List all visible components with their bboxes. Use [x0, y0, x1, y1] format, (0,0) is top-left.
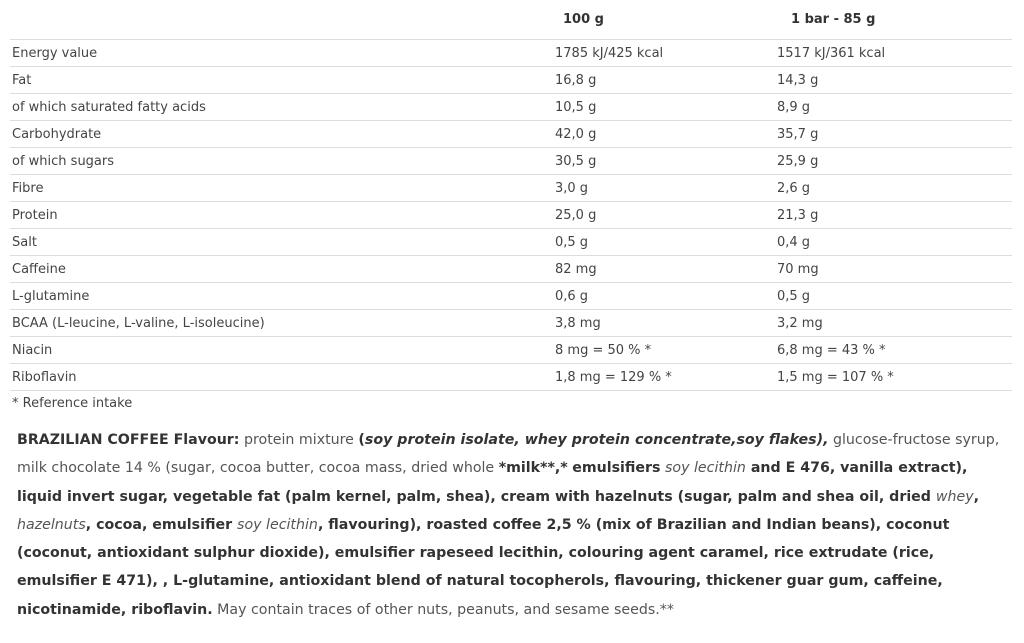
value-per-bar: 35,7 g	[777, 121, 1012, 148]
nutrient-name: Fibre	[10, 175, 553, 202]
ingredient-segment: (	[358, 432, 365, 448]
nutrient-name: Fat	[10, 67, 553, 94]
value-per-bar: 2,6 g	[777, 175, 1012, 202]
table-body	[10, 40, 1012, 391]
value-per-100g: 0,5 g	[553, 229, 777, 256]
nutrient-name: Protein	[10, 202, 553, 229]
value-per-bar: 25,9 g	[777, 148, 1012, 175]
table-row	[10, 310, 1012, 337]
ingredient-segment: soy protein isolate, whey protein concentrate,soy flakes),	[364, 432, 829, 448]
value-per-100g: 0,6 g	[553, 283, 777, 310]
ingredient-segment: hazelnuts	[17, 516, 86, 533]
table-row	[10, 40, 1012, 67]
nutrient-name: L-glutamine	[10, 283, 553, 310]
value-per-100g: 16,8 g	[553, 67, 777, 94]
value-per-bar: 8,9 g	[777, 94, 1012, 121]
header-nutrient	[10, 0, 553, 40]
nutrient-name: of which sugars	[10, 148, 553, 175]
ingredient-segment: whey	[935, 488, 974, 505]
value-per-bar: 1,5 mg = 107 % *	[777, 364, 1012, 391]
table-row	[10, 148, 1012, 175]
value-per-bar: 6,8 mg = 43 % *	[777, 337, 1012, 364]
table-row	[10, 67, 1012, 94]
nutrient-name: Salt	[10, 229, 553, 256]
ingredient-segment: glucose-fructose syrup, milk chocolate 14 % (sugar, cocoa butter, cocoa mass, dried whole	[17, 432, 1000, 477]
value-per-100g: 25,0 g	[553, 202, 777, 229]
value-per-bar: 1517 kJ/361 kcal	[777, 40, 1012, 67]
table-row	[10, 364, 1012, 391]
ingredient-segment: soy lecithin	[237, 516, 318, 533]
ingredient-segment: soy lecithin	[665, 460, 746, 477]
table-row	[10, 121, 1012, 148]
nutrient-name: BCAA (L-leucine, L-valine, L-isoleucine)	[10, 310, 553, 337]
ingredient-segment: , cocoa, emulsifier	[85, 516, 238, 533]
table-header-row	[10, 0, 1012, 40]
table-row	[10, 229, 1012, 256]
ingredient-segment: BRAZILIAN COFFEE Flavour:	[17, 432, 240, 448]
value-per-bar: 21,3 g	[777, 202, 1012, 229]
nutrient-name: Riboflavin	[10, 364, 553, 391]
ingredient-segment: May contain traces of other nuts, peanuts, and sesame seeds.**	[212, 601, 674, 618]
ingredients-text	[17, 426, 1017, 624]
table-row	[10, 175, 1012, 202]
reference-intake-note: * Reference intake	[12, 396, 133, 411]
value-per-100g: 8 mg = 50 % *	[553, 337, 777, 364]
nutrition-table-container	[10, 0, 1012, 391]
ingredient-segment: protein mixture	[239, 432, 359, 448]
header-per-100g: 100 g	[553, 0, 777, 40]
nutrient-name: Carbohydrate	[10, 121, 553, 148]
ingredient-segment: and E 476, vanilla extract), liquid invert sugar, vegetable fat (palm kernel, palm, shea), cream with hazelnuts (sugar, palm and shea oil, dried	[17, 460, 968, 505]
ingredient-segment: emulsifiers	[572, 460, 661, 477]
value-per-bar: 70 mg	[777, 256, 1012, 283]
nutrient-name: Niacin	[10, 337, 553, 364]
table-row	[10, 337, 1012, 364]
table-row	[10, 256, 1012, 283]
ingredient-segment: *milk**,*	[498, 460, 568, 477]
table-row	[10, 283, 1012, 310]
table-row	[10, 94, 1012, 121]
value-per-100g: 42,0 g	[553, 121, 777, 148]
value-per-bar: 0,4 g	[777, 229, 1012, 256]
value-per-100g: 30,5 g	[553, 148, 777, 175]
ingredient-segment: , flavouring), roasted coffee 2,5 % (mix of Brazilian and Indian beans), coconut (coconut, antioxidant sulphur dioxide), emulsifier rapeseed lecithin, colouring agent caramel, rice extrudate (rice, emulsifier E 471), , L-glutamine, antioxidant blend of natural tocopherols, flavouring, thickener guar gum, caffeine, nicotinamide, riboflavin.	[17, 516, 950, 618]
header-per-bar: 1 bar - 85 g	[777, 0, 1012, 40]
value-per-bar: 14,3 g	[777, 67, 1012, 94]
value-per-bar: 0,5 g	[777, 283, 1012, 310]
value-per-100g: 3,0 g	[553, 175, 777, 202]
ingredient-segment: ,	[973, 488, 980, 505]
value-per-100g: 3,8 mg	[553, 310, 777, 337]
value-per-bar: 3,2 mg	[777, 310, 1012, 337]
nutrient-name: Energy value	[10, 40, 553, 67]
value-per-100g: 10,5 g	[553, 94, 777, 121]
value-per-100g: 1785 kJ/425 kcal	[553, 40, 777, 67]
nutrient-name: of which saturated fatty acids	[10, 94, 553, 121]
table-row	[10, 202, 1012, 229]
value-per-100g: 82 mg	[553, 256, 777, 283]
nutrient-name: Caffeine	[10, 256, 553, 283]
nutrition-table	[10, 0, 1012, 391]
value-per-100g: 1,8 mg = 129 % *	[553, 364, 777, 391]
